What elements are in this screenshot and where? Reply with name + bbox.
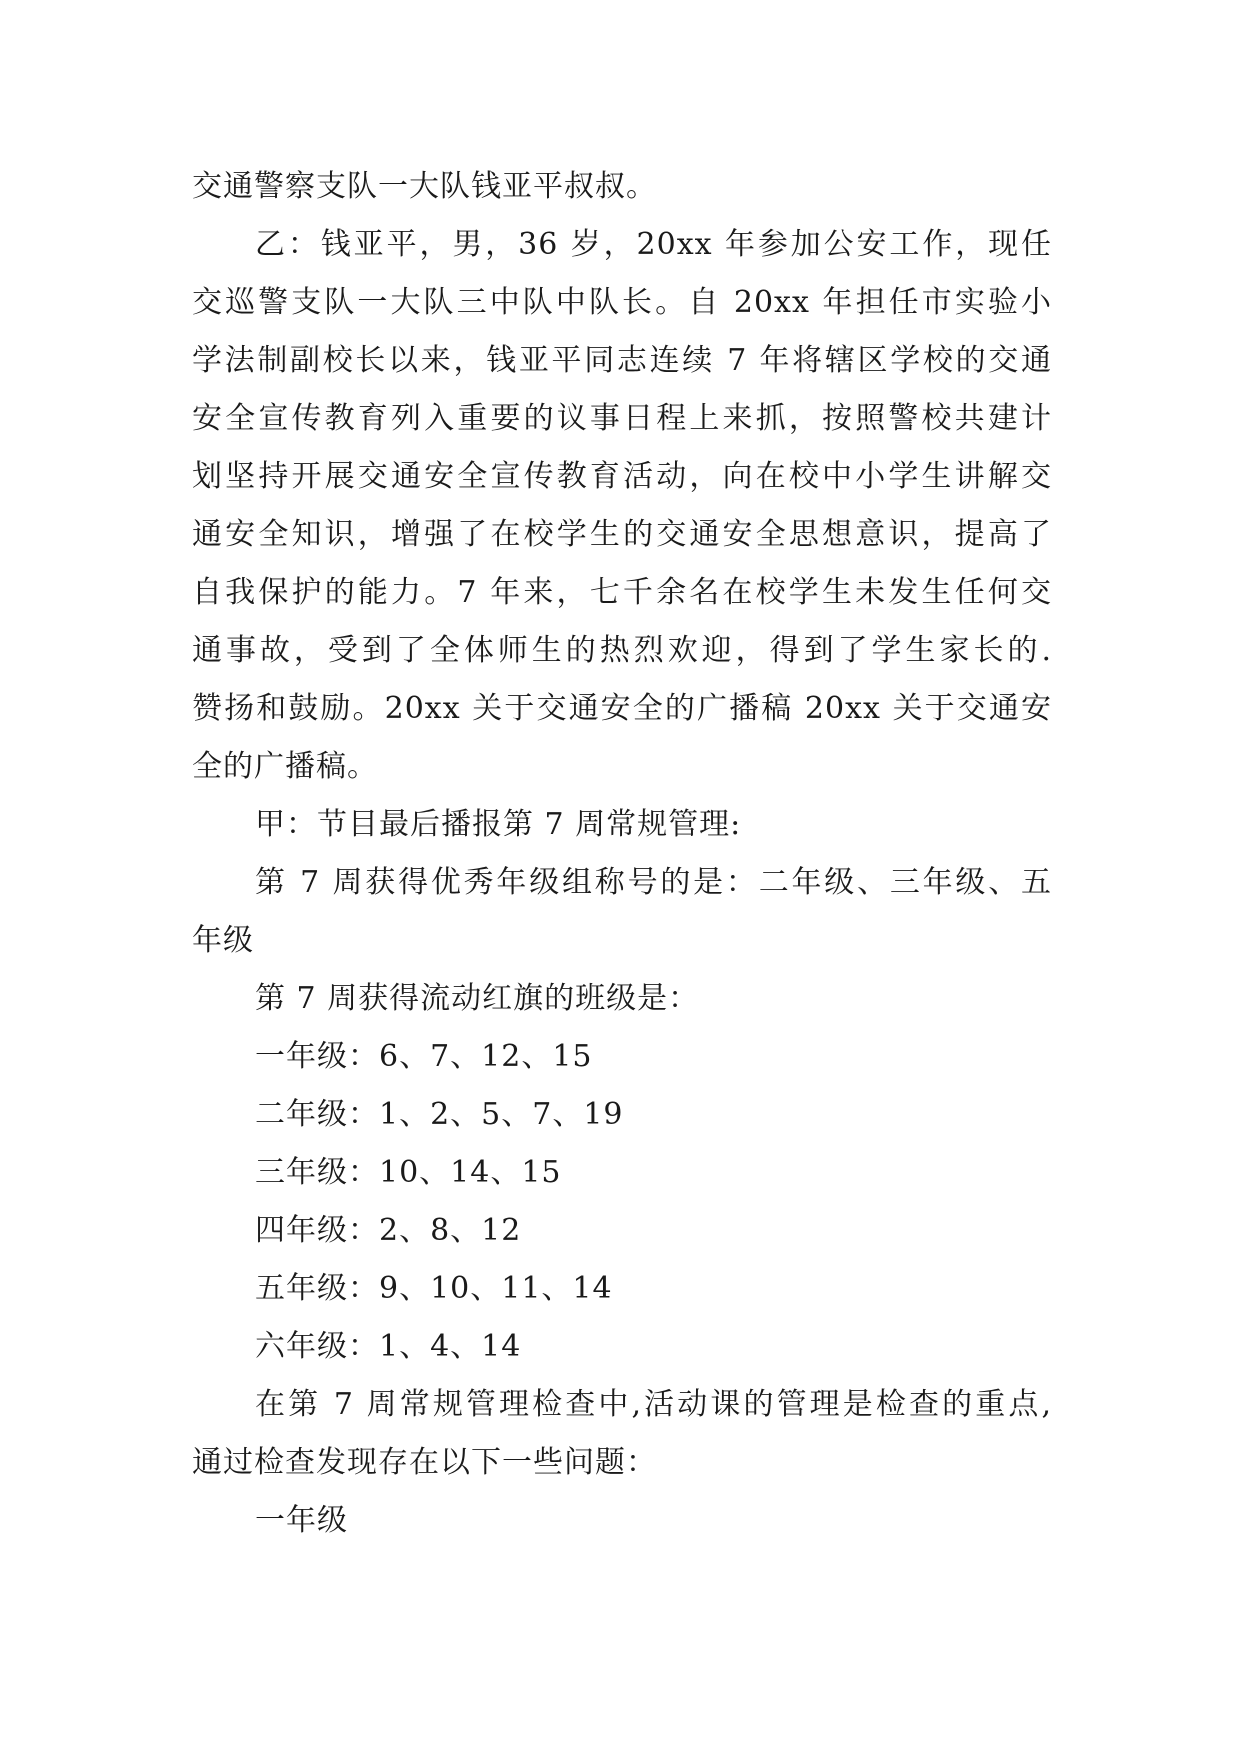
paragraph-line: 自我保护的能力。7 年来，七千余名在校学生未发生任何交 bbox=[192, 575, 1052, 610]
paragraph-line: 通事故，受到了全体师生的热烈欢迎，得到了学生家长的. bbox=[192, 633, 1052, 668]
paragraph-line: 赞扬和鼓励。20xx 关于交通安全的广播稿 20xx 关于交通安 bbox=[192, 691, 1052, 726]
list-item: 六年级：1、4、14 bbox=[255, 1329, 522, 1364]
list-item: 五年级：9、10、11、14 bbox=[255, 1271, 613, 1306]
paragraph-line: 甲：节目最后播报第 7 周常规管理: bbox=[255, 807, 742, 842]
paragraph-line: 在第 7 周常规管理检查中,活动课的管理是检查的重点, bbox=[255, 1387, 1052, 1422]
list-item: 三年级：10、14、15 bbox=[255, 1155, 562, 1190]
list-item: 四年级：2、8、12 bbox=[255, 1213, 522, 1248]
document-body bbox=[192, 158, 1052, 1550]
paragraph-line: 第 7 周获得流动红旗的班级是： bbox=[255, 981, 700, 1016]
paragraph-line: 全的广播稿。 bbox=[192, 749, 378, 784]
paragraph-line: 交巡警支队一大队三中队中队长。自 20xx 年担任市实验小 bbox=[192, 285, 1052, 320]
paragraph-line: 一年级 bbox=[255, 1503, 348, 1538]
paragraph-line: 年级 bbox=[192, 923, 254, 958]
list-item: 一年级：6、7、12、15 bbox=[255, 1039, 593, 1074]
paragraph-line: 学法制副校长以来，钱亚平同志连续 7 年将辖区学校的交通 bbox=[192, 343, 1052, 378]
paragraph-line: 通安全知识，增强了在校学生的交通安全思想意识，提高了 bbox=[192, 517, 1052, 552]
paragraph-line: 乙：钱亚平，男，36 岁，20xx 年参加公安工作，现任 bbox=[255, 227, 1052, 262]
paragraph-line: 划坚持开展交通安全宣传教育活动，向在校中小学生讲解交 bbox=[192, 459, 1052, 494]
paragraph-line: 通过检查发现存在以下一些问题： bbox=[192, 1445, 657, 1480]
paragraph-line: 安全宣传教育列入重要的议事日程上来抓，按照警校共建计 bbox=[192, 401, 1052, 436]
paragraph-line: 第 7 周获得优秀年级组称号的是：二年级、三年级、五 bbox=[255, 865, 1052, 900]
list-item: 二年级：1、2、5、7、19 bbox=[255, 1097, 624, 1132]
paragraph-line: 交通警察支队一大队钱亚平叔叔。 bbox=[192, 169, 657, 204]
